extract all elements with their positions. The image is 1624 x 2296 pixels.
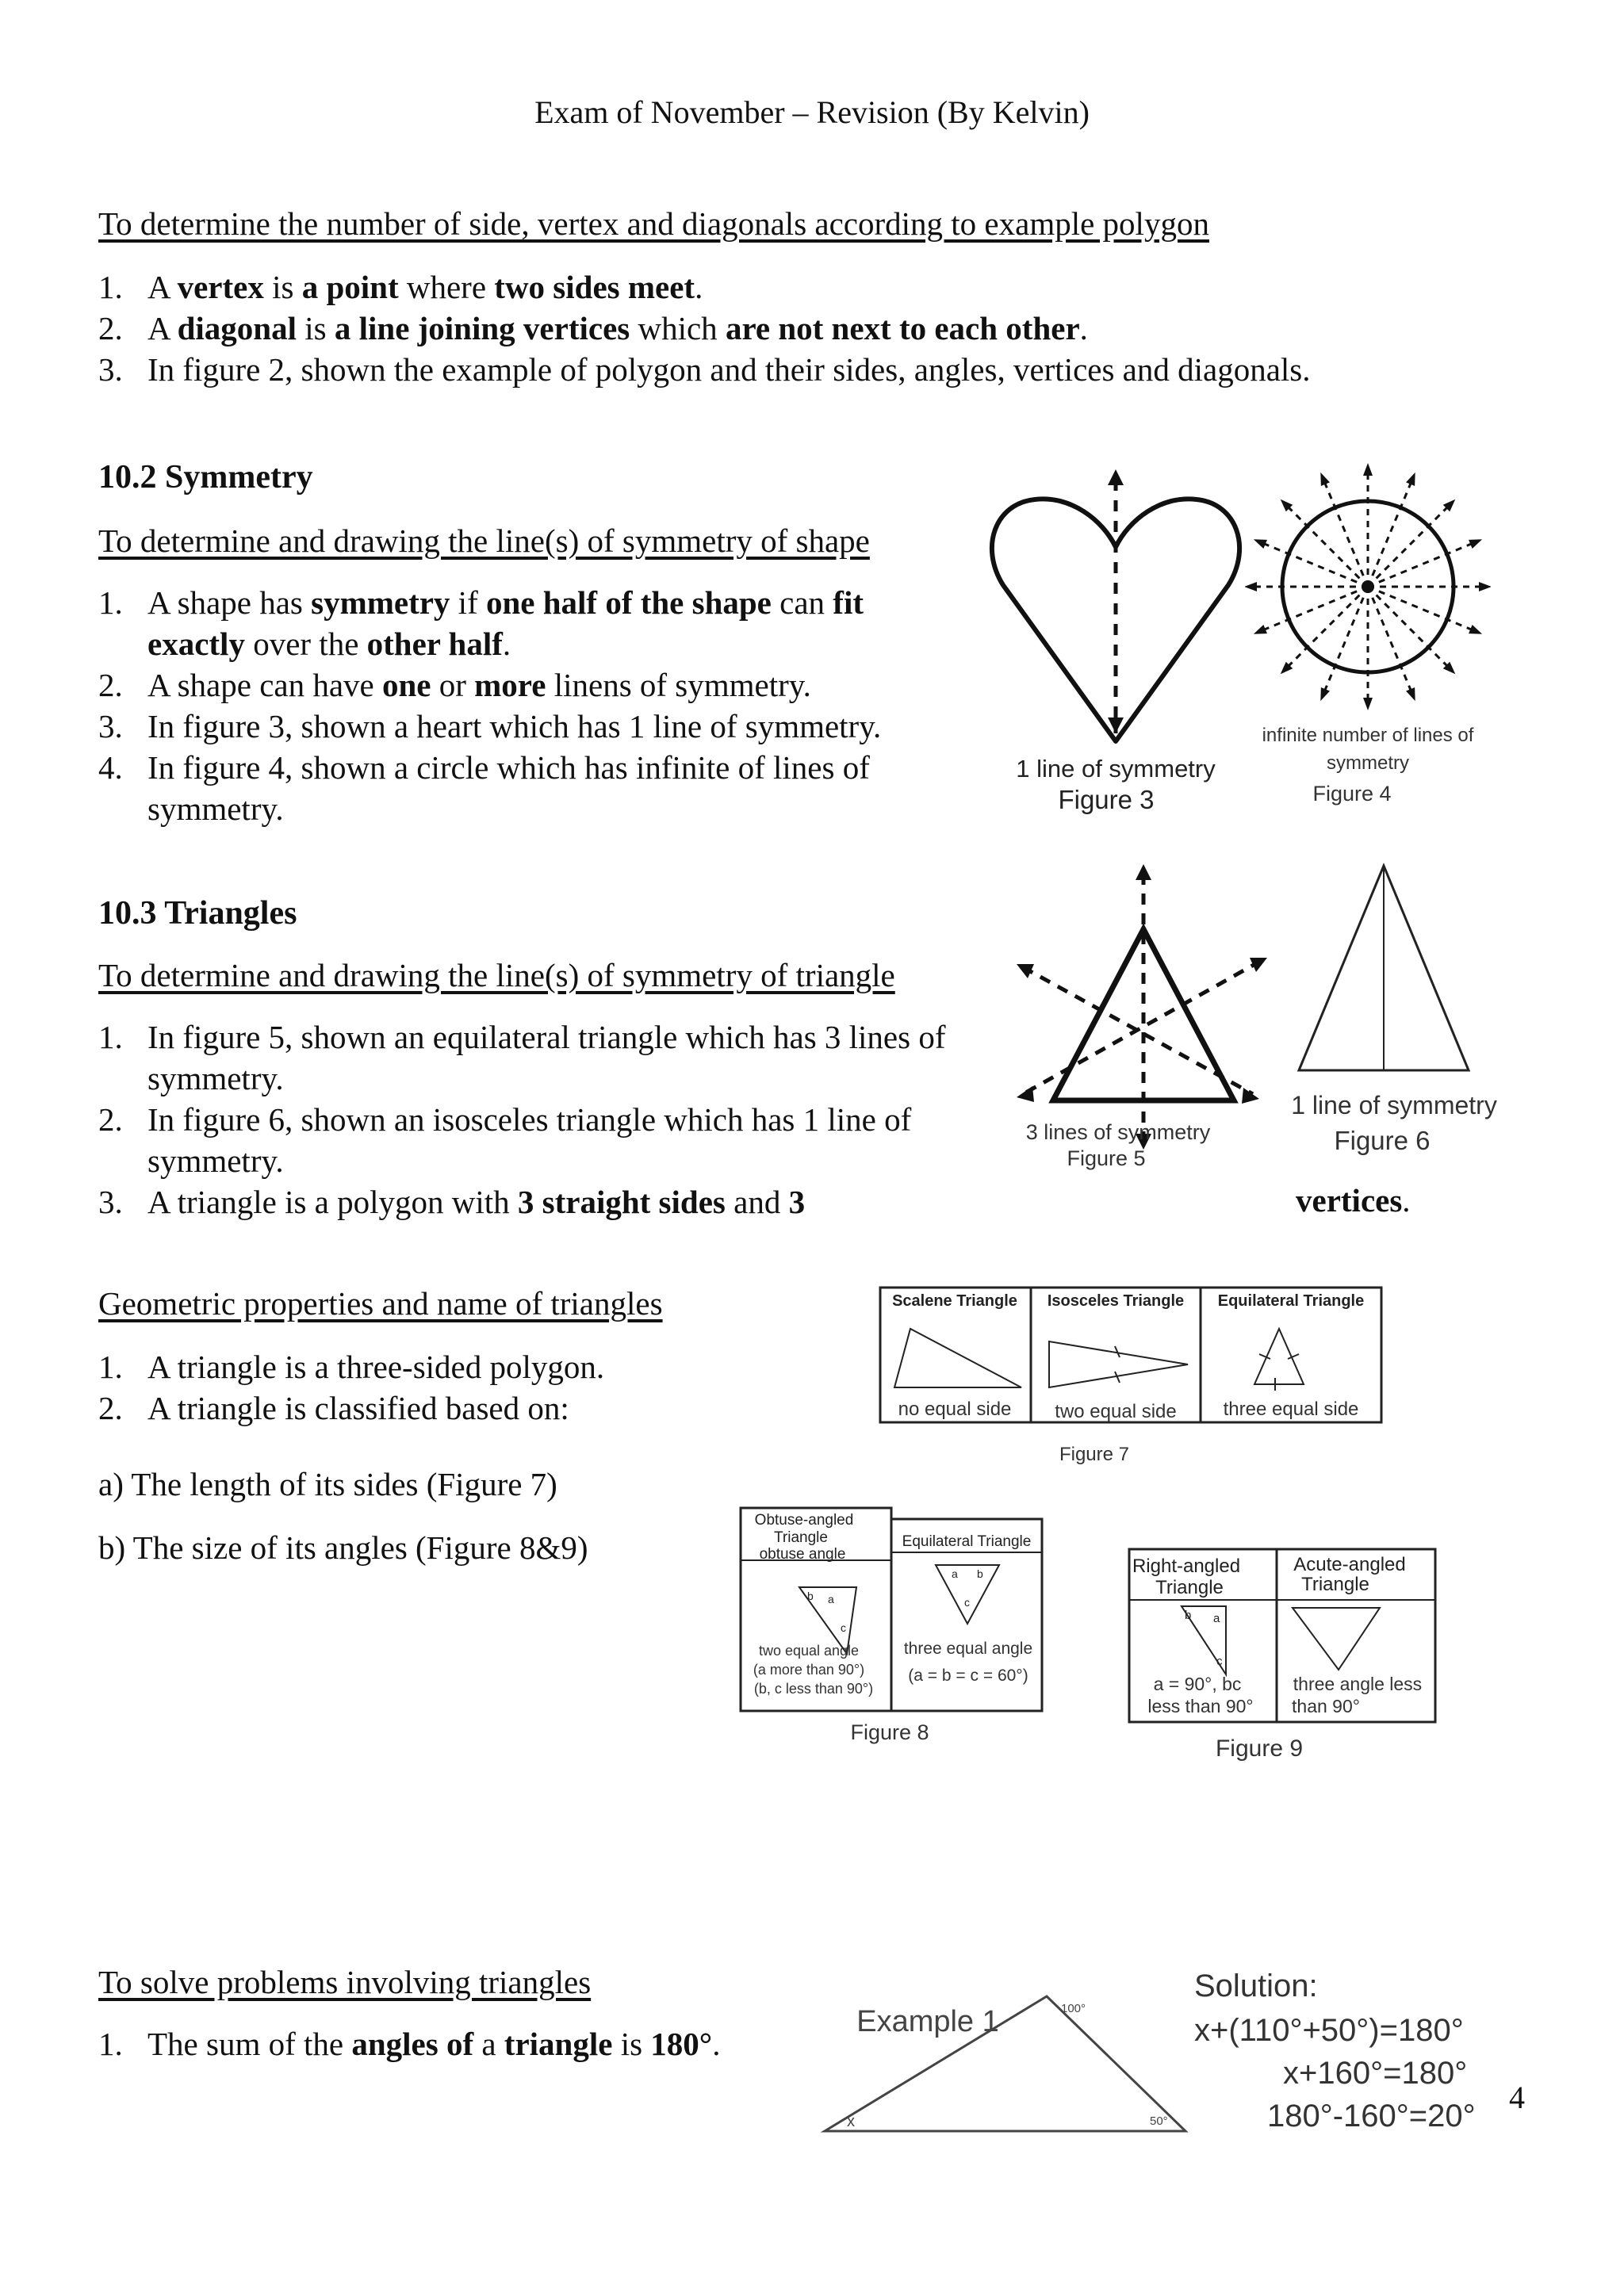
arrow-icon <box>1469 539 1482 549</box>
right-title: Right-angled <box>1132 1556 1241 1577</box>
svg-text:c: c <box>841 1621 846 1634</box>
equi-note-1: three equal angle <box>903 1640 1033 1658</box>
figure-5-label: Figure 5 <box>1067 1146 1146 1170</box>
svg-text:b: b <box>1185 1609 1192 1622</box>
arrow-icon <box>1254 539 1267 549</box>
list-item: 1. A vertex is a point where two sides meet. <box>98 269 703 305</box>
acute-note-1: three angle less <box>1293 1674 1423 1694</box>
svg-text:a: a <box>1213 1612 1220 1625</box>
obtuse-note-1: two equal angle <box>758 1643 860 1659</box>
list-item: 3. In figure 3, shown a heart which has 1 line of symmetry. <box>98 708 882 744</box>
list-item: 1. A shape has symmetry if one half of the shape can fit exactly over the other half. <box>98 584 864 662</box>
properties-heading: Geometric properties and name of triangles <box>98 1285 663 1322</box>
figure-4-caption: infinite number of lines of <box>1262 725 1474 746</box>
right-note-2: less than 90° <box>1147 1696 1254 1716</box>
arrow-icon <box>1469 625 1482 634</box>
symmetry-ray <box>1258 587 1368 632</box>
example-1-solution <box>1182 1966 1530 2149</box>
solution-line-1: x+(110°+50°)=180° <box>1194 2013 1464 2048</box>
col-equilateral: Equilateral Triangle <box>1217 1292 1365 1310</box>
acute-note-2: than 90° <box>1292 1696 1360 1716</box>
caption-scalene: no equal side <box>898 1399 1012 1420</box>
list-item: 2. A diagonal is a line joining vertices which are not next to each other. <box>98 310 1088 346</box>
equilateral-triangle <box>936 1565 999 1624</box>
solution-line-2: x+160°=180° <box>1283 2056 1468 2091</box>
symmetry-ray <box>1368 587 1413 697</box>
figure-3-heart <box>983 460 1245 825</box>
classification-a: a) The length of its sides (Figure 7) <box>98 1466 557 1502</box>
equi-note-2: (a = b = c = 60°) <box>908 1667 1028 1685</box>
svg-text:a: a <box>952 1567 958 1580</box>
figure-6-caption: 1 line of symmetry <box>1291 1091 1497 1119</box>
arrow-up-icon <box>1108 469 1124 485</box>
symmetry-ray <box>1368 587 1478 632</box>
symmetry-ray <box>1258 541 1368 587</box>
problems-heading: To solve problems involving triangles <box>98 1964 592 2000</box>
symmetry-ray <box>1368 587 1452 671</box>
example-label: Example 1 <box>856 2005 999 2038</box>
figure-9-table <box>1126 1546 1443 1768</box>
arrow-icon <box>1245 582 1257 591</box>
figure-7-label: Figure 7 <box>1059 1444 1130 1465</box>
list-item: 1. In figure 5, shown an equilateral triangle which has 3 lines of symmetry. <box>98 1019 946 1096</box>
list-item: 1. The sum of the angles of a triangle is 180°. <box>98 2026 721 2062</box>
figure-6-label: Figure 6 <box>1334 1126 1431 1155</box>
obtuse-note-2: (a more than 90°) <box>753 1662 865 1678</box>
symmetry-ray <box>1323 476 1368 587</box>
obtuse-sub: obtuse angle <box>759 1546 846 1563</box>
arrow-icon <box>1017 1086 1034 1102</box>
polygon-heading: To determine the number of side, vertex and diagonals according to example polygon <box>98 205 1209 242</box>
arrow-icon <box>1363 698 1373 710</box>
page-header: Exam of November – Revision (By Kelvin) <box>534 94 1090 130</box>
obtuse-title-2: Triangle <box>774 1529 828 1546</box>
symmetry-ray <box>1323 587 1368 697</box>
acute-title-2: Triangle <box>1301 1574 1369 1595</box>
symmetry-heading: To determine and drawing the line(s) of symmetry of shape <box>98 522 870 559</box>
triangles-list <box>98 1016 955 1223</box>
acute-triangle <box>1293 1608 1380 1670</box>
figure-4-label: Figure 4 <box>1312 782 1392 806</box>
figure-5-caption: 3 lines of symmetry <box>1025 1120 1211 1144</box>
figure-3-caption: 1 line of symmetry <box>1016 755 1216 783</box>
list-item: 1. A triangle is a three-sided polygon. <box>98 1349 605 1385</box>
list-item: 2. A shape can have one or more linens of symmetry. <box>98 667 811 703</box>
list-item: 3. In figure 2, shown the example of polygon and their sides, angles, vertices and diagonals. <box>98 351 1311 388</box>
figure-8-table <box>737 1505 1055 1751</box>
problems-list <box>98 2023 812 2064</box>
svg-text:b: b <box>807 1590 814 1602</box>
figure-6-isosceles <box>1269 856 1522 1165</box>
symmetry-ray <box>1284 503 1368 587</box>
figure-5-equilateral <box>1007 856 1269 1173</box>
symmetry-title: 10.2 Symmetry <box>98 459 313 496</box>
svg-text:a: a <box>828 1593 834 1605</box>
col-scalene: Scalene Triangle <box>892 1292 1017 1310</box>
triangle-vertices-text: vertices. <box>1296 1182 1411 1219</box>
page-number: 4 <box>1509 2080 1525 2115</box>
list-item: 4. In figure 4, shown a circle which has infinite of lines of symmetry. <box>98 749 870 827</box>
symmetry-ray <box>1284 587 1368 671</box>
figure-3-label: Figure 3 <box>1058 785 1155 814</box>
angle-right: 50° <box>1150 2114 1168 2128</box>
arrow-icon <box>1406 687 1415 701</box>
arrow-icon <box>1479 582 1491 591</box>
arrow-up-icon <box>1136 864 1151 880</box>
acute-title: Acute-angled <box>1293 1554 1406 1575</box>
triangles-heading: To determine and drawing the line(s) of symmetry of triangle <box>98 957 895 993</box>
list-item: 2. A triangle is classified based on: <box>98 1390 569 1426</box>
symmetry-ray <box>1368 476 1413 587</box>
arrow-icon <box>1320 687 1330 701</box>
figure-4-caption-2: symmetry <box>1327 752 1409 774</box>
obtuse-note-3: (b, c less than 90°) <box>753 1681 874 1697</box>
heart-shape <box>992 499 1239 741</box>
scalene-triangle <box>894 1329 1021 1387</box>
caption-isosceles: two equal side <box>1055 1401 1177 1422</box>
classification-b: b) The size of its angles (Figure 8&9) <box>98 1529 588 1566</box>
list-item: 2. In figure 6, shown an isosceles triangle which has 1 line of symmetry. <box>98 1101 912 1179</box>
svg-text:b: b <box>977 1567 983 1580</box>
arrow-icon <box>1406 473 1415 486</box>
polygon-list <box>98 266 1526 390</box>
figure-7-table <box>879 1284 1386 1475</box>
symmetry-ray <box>1368 503 1452 587</box>
angle-left: x <box>847 2113 855 2130</box>
arrow-icon <box>1242 1088 1259 1104</box>
list-item: 3. A triangle is a polygon with 3 straight sides and 3 <box>98 1184 806 1220</box>
arrow-icon <box>1363 463 1373 476</box>
solution-title: Solution: <box>1194 1969 1318 2003</box>
equi-title: Equilateral Triangle <box>902 1533 1032 1550</box>
properties-list <box>98 1346 812 1429</box>
solution-line-3: 180°-160°=20° <box>1267 2099 1476 2133</box>
equilateral-triangle <box>1254 1329 1304 1384</box>
symmetry-ray <box>1368 541 1478 587</box>
obtuse-title: Obtuse-angled <box>754 1512 854 1529</box>
figure-8-label: Figure 8 <box>850 1720 929 1744</box>
figure-4-circle <box>1245 460 1491 809</box>
arrow-icon <box>1320 473 1330 486</box>
svg-text:c: c <box>964 1596 970 1609</box>
triangles-title: 10.3 Triangles <box>98 895 297 932</box>
col-isosceles: Isosceles Triangle <box>1047 1292 1185 1310</box>
angle-top: 100° <box>1061 2002 1086 2015</box>
caption-equilateral: three equal side <box>1223 1399 1359 1420</box>
example-1-figure <box>809 1958 1221 2156</box>
right-title-2: Triangle <box>1155 1577 1224 1598</box>
arrow-icon <box>1254 625 1267 634</box>
figure-9-label: Figure 9 <box>1215 1735 1304 1762</box>
right-note-1: a = 90°, bc <box>1153 1674 1242 1694</box>
symmetry-list <box>98 582 963 829</box>
svg-text:c: c <box>1216 1655 1223 1668</box>
